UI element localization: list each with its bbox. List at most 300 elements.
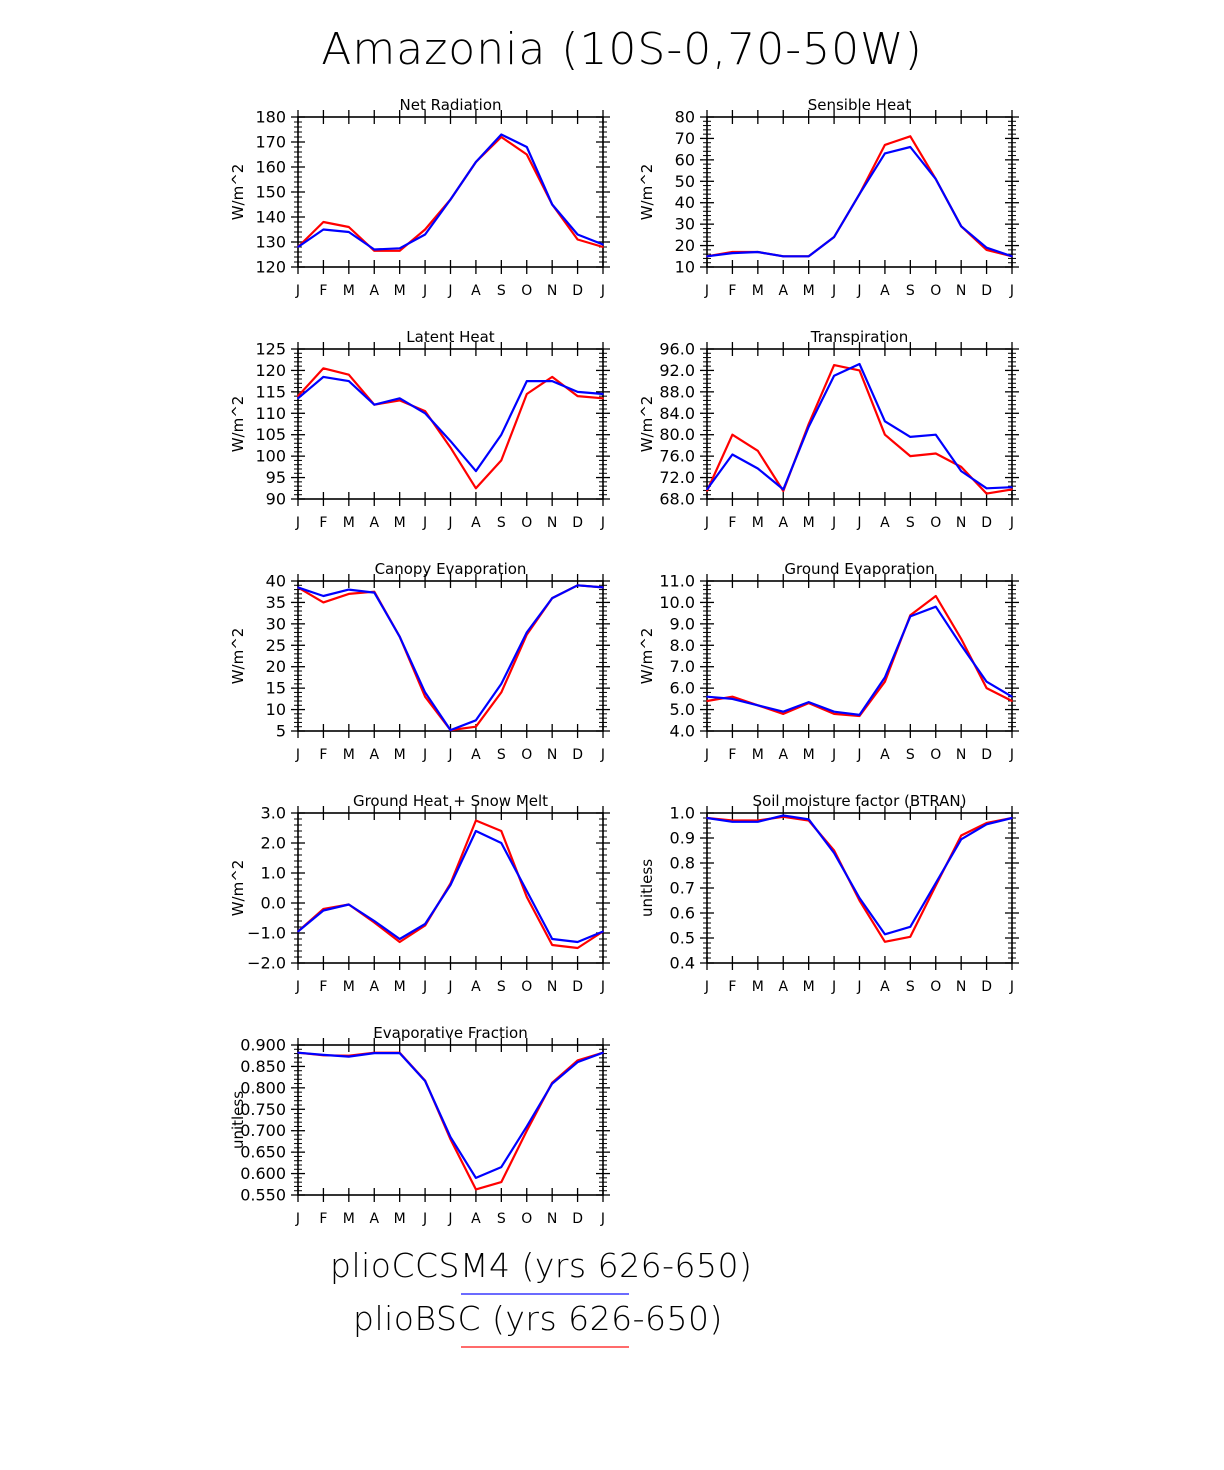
x-tick-label: A <box>880 515 890 531</box>
x-tick-label: J <box>857 283 862 299</box>
x-tick-label: S <box>905 747 915 763</box>
plot-frame <box>298 1045 603 1195</box>
data-point <box>884 153 886 155</box>
panel-sensible-heat <box>638 96 1019 299</box>
y-tick-label: −1.0 <box>247 923 286 943</box>
data-point <box>526 146 528 148</box>
panel-title: Sensible Heat <box>807 96 912 114</box>
y-tick-label: 20 <box>265 657 286 677</box>
data-point <box>501 1181 503 1183</box>
x-tick-label: J <box>423 283 428 299</box>
y-tick-label: 0.600 <box>240 1164 286 1184</box>
x-tick-label: O <box>521 283 533 299</box>
data-point <box>910 436 912 438</box>
x-tick-label: J <box>423 747 428 763</box>
x-tick-label: O <box>930 979 942 995</box>
y-tick-label: 9.0 <box>669 614 695 634</box>
data-point <box>577 234 579 236</box>
data-point <box>1011 489 1013 491</box>
x-tick-label: J <box>832 515 837 531</box>
y-tick-label: 125 <box>255 339 286 359</box>
data-point <box>960 466 962 468</box>
series-line-blue <box>298 585 603 730</box>
x-tick-label: N <box>955 283 967 299</box>
x-tick-label: D <box>981 979 992 995</box>
x-tick-label: J <box>600 515 606 531</box>
series-line-red <box>298 585 603 730</box>
y-axis-label: W/m^2 <box>229 163 247 221</box>
series-line-red <box>298 137 603 251</box>
data-point <box>602 244 604 246</box>
x-tick-label: F <box>319 515 328 531</box>
x-tick-label: N <box>546 747 558 763</box>
data-point <box>348 374 350 376</box>
panel-title: Canopy Evaporation <box>374 560 527 578</box>
data-point <box>475 487 477 489</box>
data-point <box>833 236 835 238</box>
x-tick-label: J <box>1009 747 1015 763</box>
y-tick-label: 90 <box>265 489 286 509</box>
y-tick-label: 8.0 <box>669 635 695 655</box>
data-point <box>935 453 937 455</box>
x-tick-label: A <box>471 979 481 995</box>
data-point <box>960 835 962 837</box>
data-point <box>399 1052 401 1054</box>
x-tick-label: D <box>572 515 583 531</box>
data-point <box>424 923 426 925</box>
y-tick-label: 68.0 <box>659 489 695 509</box>
x-tick-label: A <box>778 283 789 299</box>
data-point <box>348 904 350 906</box>
data-point <box>986 493 988 495</box>
x-tick-label: M <box>393 283 406 299</box>
x-tick-label: S <box>496 1211 506 1227</box>
data-point <box>833 713 835 715</box>
data-point <box>323 221 325 223</box>
x-tick-label: J <box>857 747 862 763</box>
data-point <box>399 938 401 940</box>
data-point <box>551 380 553 382</box>
x-tick-label: S <box>496 747 506 763</box>
data-point <box>475 820 477 822</box>
x-tick-label: S <box>496 515 506 531</box>
x-tick-label: M <box>751 979 764 995</box>
panel-latent-heat <box>229 328 610 531</box>
panel-ground-heat-snow-melt <box>229 792 610 995</box>
y-tick-label: 0.700 <box>240 1121 286 1141</box>
x-tick-label: O <box>930 747 942 763</box>
y-tick-label: 4.0 <box>669 721 695 741</box>
x-tick-label: O <box>521 515 533 531</box>
data-point <box>960 470 962 472</box>
x-tick-label: M <box>342 515 355 531</box>
data-point <box>526 896 528 898</box>
x-tick-label: A <box>369 1211 380 1227</box>
x-tick-label: O <box>521 1211 533 1227</box>
data-point <box>475 719 477 721</box>
data-point <box>1011 486 1013 488</box>
y-tick-label: 60 <box>674 150 695 170</box>
data-point <box>859 370 861 372</box>
y-tick-label: 100 <box>255 446 286 466</box>
data-point <box>808 255 810 257</box>
data-point <box>475 830 477 832</box>
data-point <box>526 632 528 634</box>
x-tick-label: M <box>802 283 815 299</box>
panel-soil-moisture-factor-btran <box>638 792 1019 995</box>
data-point <box>732 434 734 436</box>
data-point <box>348 231 350 233</box>
data-point <box>1011 817 1013 819</box>
y-tick-label: 30 <box>265 614 286 634</box>
y-tick-label: 120 <box>255 360 286 380</box>
data-point <box>986 681 988 683</box>
y-tick-label: 50 <box>674 171 695 191</box>
data-point <box>526 1130 528 1132</box>
y-tick-label: 0.9 <box>669 828 695 848</box>
data-point <box>910 936 912 938</box>
data-point <box>373 404 375 406</box>
x-tick-label: F <box>319 747 328 763</box>
data-point <box>348 380 350 382</box>
y-tick-label: 7.0 <box>669 657 695 677</box>
x-tick-label: J <box>448 979 453 995</box>
x-tick-label: M <box>342 979 355 995</box>
y-tick-label: 30 <box>674 214 695 234</box>
y-axis-label: W/m^2 <box>638 395 656 453</box>
x-tick-label: J <box>832 747 837 763</box>
y-tick-label: 10.0 <box>659 592 695 612</box>
data-point <box>884 421 886 423</box>
data-point <box>782 255 784 257</box>
data-point <box>910 455 912 457</box>
x-tick-label: A <box>880 979 890 995</box>
y-tick-label: 80.0 <box>659 425 695 445</box>
data-point <box>935 178 937 180</box>
data-point <box>475 470 477 472</box>
x-tick-label: J <box>448 283 453 299</box>
data-point <box>859 714 861 716</box>
data-point <box>960 644 962 646</box>
data-point <box>399 941 401 943</box>
x-tick-label: J <box>704 979 710 995</box>
x-tick-label: A <box>471 747 481 763</box>
x-tick-label: D <box>981 283 992 299</box>
series-line-blue <box>298 1053 603 1178</box>
data-point <box>348 589 350 591</box>
x-tick-label: F <box>728 979 737 995</box>
data-point <box>373 249 375 251</box>
data-point <box>757 251 759 253</box>
y-tick-label: 80 <box>674 107 695 127</box>
data-point <box>910 926 912 928</box>
data-point <box>424 1080 426 1082</box>
data-point <box>399 636 401 638</box>
data-point <box>706 700 708 702</box>
data-point <box>297 246 299 248</box>
data-point <box>602 1052 604 1054</box>
panel-net-radiation <box>229 96 610 299</box>
data-point <box>706 255 708 257</box>
data-point <box>323 376 325 378</box>
data-point <box>551 1083 553 1085</box>
x-tick-label: O <box>521 979 533 995</box>
data-point <box>348 593 350 595</box>
x-tick-label: J <box>704 515 710 531</box>
data-point <box>986 487 988 489</box>
y-tick-label: 95 <box>265 468 286 488</box>
data-point <box>986 247 988 249</box>
series-line-blue <box>298 135 603 250</box>
legend-swatch-pliobsc <box>461 1346 629 1348</box>
data-point <box>884 144 886 146</box>
data-point <box>833 375 835 377</box>
x-tick-label: D <box>981 747 992 763</box>
x-tick-label: D <box>572 747 583 763</box>
x-tick-label: F <box>319 979 328 995</box>
x-tick-label: O <box>521 747 533 763</box>
data-point <box>782 489 784 491</box>
y-tick-label: 10 <box>674 257 695 277</box>
data-point <box>732 696 734 698</box>
y-tick-label: 40 <box>265 571 286 591</box>
y-axis-label: W/m^2 <box>638 163 656 221</box>
x-tick-label: J <box>295 979 301 995</box>
panel-title: Net Radiation <box>399 96 502 114</box>
data-point <box>602 931 604 933</box>
data-point <box>757 821 759 823</box>
series-line-blue <box>707 364 1012 489</box>
x-tick-label: J <box>295 515 301 531</box>
data-point <box>424 229 426 231</box>
data-point <box>1011 700 1013 702</box>
x-tick-label: J <box>600 283 606 299</box>
data-point <box>602 587 604 589</box>
data-point <box>910 135 912 137</box>
x-tick-label: J <box>423 515 428 531</box>
x-tick-label: M <box>751 283 764 299</box>
x-tick-label: J <box>704 747 710 763</box>
data-point <box>935 882 937 884</box>
x-tick-label: J <box>448 747 453 763</box>
data-point <box>986 687 988 689</box>
data-point <box>526 380 528 382</box>
data-point <box>475 161 477 163</box>
data-point <box>450 447 452 449</box>
x-tick-label: F <box>319 1211 328 1227</box>
x-tick-label: N <box>546 979 558 995</box>
legend-swatch-pliocssm4 <box>461 1293 629 1295</box>
y-tick-label: 150 <box>255 182 286 202</box>
y-tick-label: 110 <box>255 403 286 423</box>
x-tick-label: M <box>802 979 815 995</box>
x-tick-label: M <box>393 1211 406 1227</box>
panel-title: Ground Heat + Snow Melt <box>352 792 549 810</box>
x-tick-label: M <box>802 747 815 763</box>
data-point <box>782 713 784 715</box>
x-tick-label: N <box>546 515 558 531</box>
y-tick-label: 0.6 <box>669 903 695 923</box>
x-tick-label: J <box>295 283 301 299</box>
data-point <box>859 363 861 365</box>
x-tick-label: F <box>728 283 737 299</box>
y-tick-label: 88.0 <box>659 382 695 402</box>
data-point <box>526 393 528 395</box>
data-point <box>450 729 452 731</box>
x-tick-label: J <box>295 1211 301 1227</box>
series-line-red <box>707 596 1012 716</box>
data-point <box>1011 696 1013 698</box>
x-tick-label: O <box>930 283 942 299</box>
data-point <box>859 193 861 195</box>
data-point <box>501 134 503 136</box>
y-tick-label: 10 <box>265 700 286 720</box>
x-tick-label: D <box>572 1211 583 1227</box>
y-axis-label: unitless <box>229 1090 247 1150</box>
data-point <box>732 252 734 254</box>
series-line-red <box>298 368 603 488</box>
x-tick-label: S <box>496 979 506 995</box>
x-tick-label: M <box>342 747 355 763</box>
x-tick-label: S <box>905 979 915 995</box>
plot-frame <box>707 581 1012 731</box>
y-tick-label: 76.0 <box>659 446 695 466</box>
y-tick-label: 11.0 <box>659 571 695 591</box>
y-tick-label: 0.650 <box>240 1142 286 1162</box>
y-tick-label: 0.750 <box>240 1099 286 1119</box>
data-point <box>706 489 708 491</box>
y-tick-label: −2.0 <box>247 953 286 973</box>
legend-label-pliobsc: plioBSC (yrs 626-650) <box>353 1299 723 1338</box>
x-tick-label: A <box>778 515 789 531</box>
data-point <box>808 818 810 820</box>
x-tick-label: J <box>857 979 862 995</box>
data-point <box>297 587 299 589</box>
data-point <box>297 931 299 933</box>
x-tick-label: A <box>369 283 380 299</box>
data-point <box>577 941 579 943</box>
data-point <box>833 364 835 366</box>
x-tick-label: A <box>471 1211 481 1227</box>
data-point <box>551 597 553 599</box>
data-point <box>602 246 604 248</box>
y-tick-label: 0.900 <box>240 1035 286 1055</box>
series-line-blue <box>707 607 1012 715</box>
plot-frame <box>298 349 603 499</box>
data-point <box>475 1177 477 1179</box>
data-point <box>373 592 375 594</box>
data-point <box>475 1189 477 1191</box>
x-tick-label: J <box>295 747 301 763</box>
y-tick-label: 105 <box>255 425 286 445</box>
data-point <box>323 1054 325 1056</box>
x-tick-label: M <box>802 515 815 531</box>
data-point <box>424 412 426 414</box>
y-tick-label: 72.0 <box>659 468 695 488</box>
x-tick-label: A <box>471 515 481 531</box>
x-tick-label: N <box>546 283 558 299</box>
y-axis-label: W/m^2 <box>229 627 247 685</box>
y-tick-label: 160 <box>255 157 286 177</box>
data-point <box>757 704 759 706</box>
data-point <box>960 225 962 227</box>
x-tick-label: J <box>448 1211 453 1227</box>
y-tick-label: 0.7 <box>669 878 695 898</box>
x-tick-label: S <box>496 283 506 299</box>
y-tick-label: 1.0 <box>669 803 695 823</box>
plot-frame <box>298 581 603 731</box>
data-point <box>297 397 299 399</box>
legend-label-pliocssm4: plioCCSM4 (yrs 626-650) <box>330 1246 753 1285</box>
data-point <box>323 367 325 369</box>
x-tick-label: J <box>600 1211 606 1227</box>
y-axis-label: W/m^2 <box>229 859 247 917</box>
data-point <box>577 1061 579 1063</box>
y-tick-label: 130 <box>255 232 286 252</box>
x-tick-label: J <box>832 979 837 995</box>
y-tick-label: 115 <box>255 382 286 402</box>
data-point <box>602 397 604 399</box>
panel-title: Latent Heat <box>406 328 495 346</box>
y-tick-label: 1.0 <box>260 863 286 883</box>
y-tick-label: 92.0 <box>659 360 695 380</box>
series-line-blue <box>707 147 1012 256</box>
plot-frame <box>298 117 603 267</box>
data-point <box>577 395 579 397</box>
data-point <box>757 450 759 452</box>
y-tick-label: 0.4 <box>669 953 695 973</box>
data-point <box>602 393 604 395</box>
y-tick-label: 2.0 <box>260 833 286 853</box>
data-point <box>884 933 886 935</box>
data-point <box>551 204 553 206</box>
x-tick-label: J <box>857 515 862 531</box>
data-point <box>526 890 528 892</box>
data-point <box>732 698 734 700</box>
y-axis-label: W/m^2 <box>229 395 247 453</box>
data-point <box>526 1126 528 1128</box>
y-tick-label: 140 <box>255 207 286 227</box>
data-point <box>706 696 708 698</box>
data-point <box>501 842 503 844</box>
data-point <box>808 426 810 428</box>
data-point <box>501 1166 503 1168</box>
panel-title: Transpiration <box>810 328 909 346</box>
y-tick-label: 0.850 <box>240 1056 286 1076</box>
y-tick-label: 0.0 <box>260 893 286 913</box>
x-tick-label: N <box>955 979 967 995</box>
x-tick-label: F <box>319 283 328 299</box>
data-point <box>577 947 579 949</box>
y-tick-label: 15 <box>265 678 286 698</box>
data-point <box>501 830 503 832</box>
data-point <box>323 595 325 597</box>
x-tick-label: J <box>423 1211 428 1227</box>
y-tick-label: 84.0 <box>659 403 695 423</box>
data-point <box>935 606 937 608</box>
panel-title: Evaporative Fraction <box>373 1024 528 1042</box>
data-point <box>935 434 937 436</box>
data-point <box>808 701 810 703</box>
data-point <box>1011 255 1013 257</box>
data-point <box>551 938 553 940</box>
data-point <box>884 681 886 683</box>
x-tick-label: A <box>880 747 890 763</box>
data-point <box>373 1052 375 1054</box>
data-point <box>706 490 708 492</box>
x-tick-label: A <box>369 747 380 763</box>
panel-title: Soil moisture factor (BTRAN) <box>752 792 967 810</box>
